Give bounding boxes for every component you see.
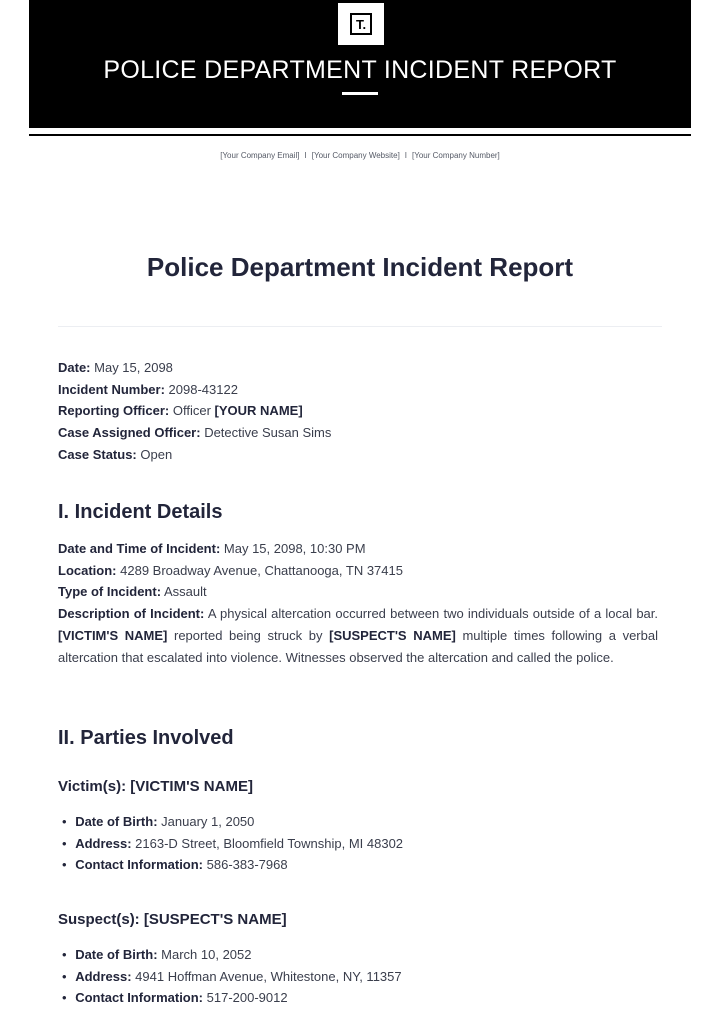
victim-name-placeholder: [VICTIM'S NAME] — [58, 627, 168, 643]
document-title: Police Department Incident Report — [146, 252, 574, 282]
field-label: Date: — [58, 360, 91, 375]
company-website: [Your Company Website] — [311, 151, 400, 160]
incident-type — [58, 581, 658, 603]
field-label: Address: — [75, 835, 132, 851]
field-value: Detective Susan Sims — [204, 425, 332, 441]
company-contact-line — [0, 151, 720, 160]
field-label: Case Status: — [58, 446, 137, 462]
list-item — [62, 987, 402, 1009]
field-label: Incident Number: — [58, 381, 165, 397]
banner-title: POLICE DEPARTMENT INCIDENT REPORT — [103, 56, 617, 84]
list-item — [62, 811, 403, 833]
title-divider — [58, 326, 662, 327]
summary-reporting-officer — [58, 400, 331, 422]
contact-separator: I — [304, 151, 307, 160]
description-text: reported being struck by — [174, 627, 323, 643]
suspect-details-list — [62, 944, 402, 1009]
field-value: May 15, 2098 — [94, 360, 173, 375]
field-label: Type of Incident: — [58, 584, 162, 600]
incident-details — [58, 538, 658, 668]
field-value: 4289 Broadway Avenue, Chattanooga, TN 37415 — [120, 562, 403, 578]
summary-date — [58, 357, 331, 379]
summary-case-status — [58, 444, 331, 466]
banner-divider — [29, 134, 691, 136]
field-value: 2163-D Street, Bloomfield Township, MI 48302 — [135, 835, 404, 851]
field-label: Date and Time of Incident: — [58, 541, 221, 556]
field-value: 517-200-9012 — [206, 990, 288, 1006]
field-value: Officer — [172, 403, 211, 419]
field-label: Date of Birth: — [75, 814, 158, 829]
summary-incident-number — [58, 379, 331, 401]
banner-underline — [342, 92, 378, 95]
company-email: [Your Company Email] — [220, 151, 300, 160]
field-label: Case Assigned Officer: — [58, 425, 201, 441]
list-item — [62, 966, 402, 988]
description-text: multiple times following a verbal altercation that escalated into violence. Witnesses observed the altercation and called the police. — [58, 627, 658, 665]
field-value: Open — [140, 446, 173, 462]
list-item — [62, 833, 403, 855]
description-text: A physical altercation occurred between two individuals outside of a local bar. — [207, 606, 659, 622]
incident-datetime — [58, 538, 658, 560]
officer-name-placeholder: [YOUR NAME] — [214, 403, 303, 419]
field-value: 586-383-7968 — [206, 857, 288, 873]
report-summary — [58, 357, 331, 466]
field-label: Contact Information: — [75, 857, 204, 873]
section-heading-parties-involved: II. Parties Involved — [58, 727, 234, 749]
summary-case-officer — [58, 422, 331, 444]
list-item — [62, 854, 403, 876]
field-label: Address: — [75, 968, 132, 984]
field-value: May 15, 2098, 10:30 PM — [223, 541, 366, 556]
field-value: Assault — [163, 584, 207, 600]
field-value: 4941 Hoffman Avenue, Whitestone, NY, 11357 — [135, 968, 402, 984]
section-heading-incident-details: I. Incident Details — [58, 501, 223, 523]
field-value: 2098-43122 — [168, 381, 238, 397]
incident-description — [58, 603, 658, 668]
field-label: Description of Incident: — [58, 606, 205, 622]
field-label: Contact Information: — [75, 990, 204, 1006]
field-value: January 1, 2050 — [161, 814, 255, 829]
field-label: Reporting Officer: — [58, 403, 170, 419]
field-label: Date of Birth: — [75, 947, 158, 962]
list-item — [62, 944, 402, 966]
victim-heading: Victim(s): [VICTIM'S NAME] — [58, 778, 253, 795]
suspect-heading: Suspect(s): [SUSPECT'S NAME] — [58, 911, 287, 928]
suspect-name-placeholder: [SUSPECT'S NAME] — [329, 627, 456, 643]
contact-separator: I — [404, 151, 408, 160]
company-number: [Your Company Number] — [412, 151, 500, 160]
company-logo — [338, 3, 384, 45]
incident-location — [58, 560, 658, 582]
field-value: March 10, 2052 — [161, 947, 252, 962]
victim-details-list — [62, 811, 403, 876]
field-label: Location: — [58, 562, 117, 578]
logo-letter: T. — [350, 13, 372, 35]
